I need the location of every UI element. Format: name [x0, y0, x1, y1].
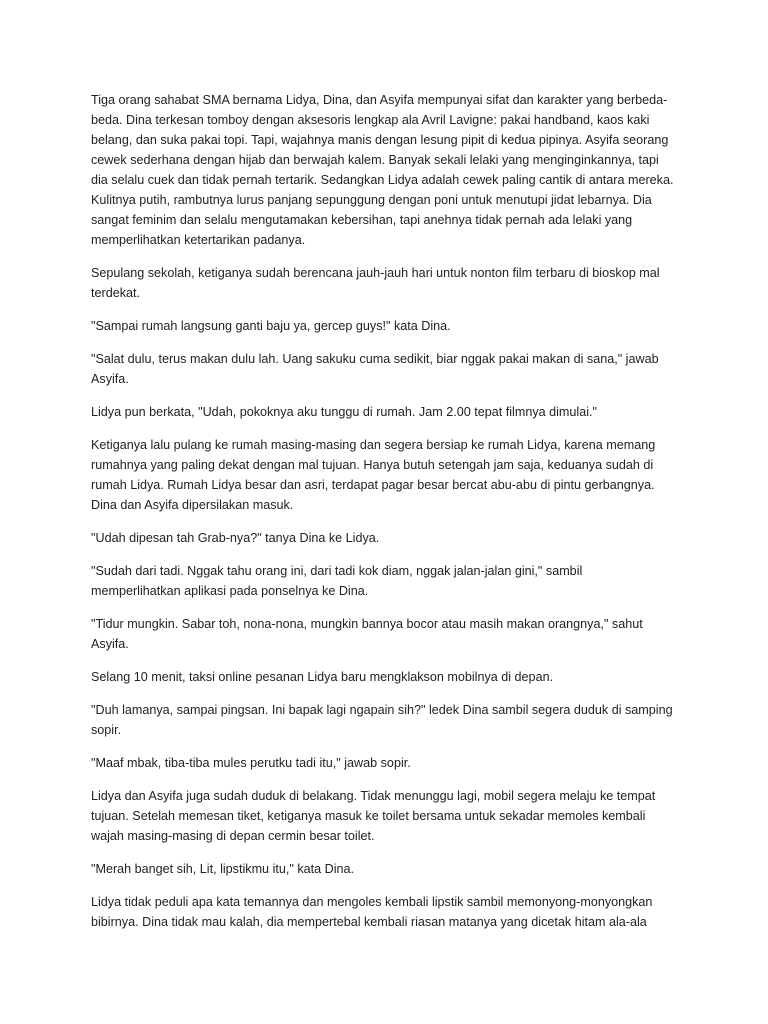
paragraph: "Tidur mungkin. Sabar toh, nona-nona, mungkin bannya bocor atau masih makan orangnya," sahut Asyifa. — [91, 617, 643, 651]
paragraph: Selang 10 menit, taksi online pesanan Lidya baru mengklakson mobilnya di depan. — [91, 670, 554, 684]
paragraph: "Maaf mbak, tiba-tiba mules perutku tadi itu," jawab sopir. — [91, 756, 411, 770]
paragraph: "Merah banget sih, Lit, lipstikmu itu," kata Dina. — [91, 862, 355, 876]
paragraph: "Duh lamanya, sampai pingsan. Ini bapak lagi ngapain sih?" ledek Dina sambil segera duduk di samping sopir. — [91, 703, 673, 737]
paragraph: "Salat dulu, terus makan dulu lah. Uang sakuku cuma sedikit, biar nggak pakai makan di sana," jawab Asyifa. — [91, 352, 659, 386]
paragraph: Lidya pun berkata, "Udah, pokoknya aku tunggu di rumah. Jam 2.00 tepat filmnya dimulai." — [91, 405, 597, 419]
paragraph: "Sampai rumah langsung ganti baju ya, gercep guys!" kata Dina. — [91, 319, 451, 333]
paragraph: Tiga orang sahabat SMA bernama Lidya, Dina, dan Asyifa mempunyai sifat dan karakter yang berbeda-beda. Dina terkesan tomboy dengan aksesoris lengkap ala Avril Lavigne: pakai handband, kaos kaki belang, dan suka pakai topi. Tapi, wajahnya manis dengan lesung pipit di kedua pipinya. Asyifa seorang cewek sederhana dengan hijab dan berwajah kalem. Banyak sekali lelaki yang menginginkannya, tapi dia selalu cuek dan tidak pernah tertarik. Sedangkan Lidya adalah cewek paling cantik di antara mereka. Kulitnya putih, rambutnya lurus panjang sepunggung dengan poni untuk menutupi jidat lebarnya. Dia sangat feminim dan selalu mengutamakan kebersihan, tapi anehnya tidak pernah ada lelaki yang memperlihatkan ketertarikan padanya. — [91, 93, 674, 247]
paragraph: Sepulang sekolah, ketiganya sudah berencana jauh-jauh hari untuk nonton film terbaru di bioskop mal terdekat. — [91, 266, 660, 300]
document-page — [91, 90, 675, 945]
paragraph: "Udah dipesan tah Grab-nya?" tanya Dina ke Lidya. — [91, 531, 380, 545]
paragraph: Lidya dan Asyifa juga sudah duduk di belakang. Tidak menunggu lagi, mobil segera melaju ke tempat tujuan. Setelah memesan tiket, ketiganya masuk ke toilet bersama untuk sekadar memoles kembali wajah masing-masing di depan cermin besar toilet. — [91, 789, 656, 843]
paragraph: Lidya tidak peduli apa kata temannya dan mengoles kembali lipstik sambil memonyong-monyongkan bibirnya. Dina tidak mau kalah, dia mempertebal kembali riasan matanya yang dicetak hitam ala-ala — [91, 895, 653, 929]
paragraph: Ketiganya lalu pulang ke rumah masing-masing dan segera bersiap ke rumah Lidya, karena memang rumahnya yang paling dekat dengan mal tujuan. Hanya butuh setengah jam saja, keduanya sudah di rumah Lidya. Rumah Lidya besar dan asri, terdapat pagar besar bercat abu-abu di pintu gerbangnya. Dina dan Asyifa dipersilakan masuk. — [91, 438, 656, 512]
paragraph: "Sudah dari tadi. Nggak tahu orang ini, dari tadi kok diam, nggak jalan-jalan gini," sambil memperlihatkan aplikasi pada ponselnya ke Dina. — [91, 564, 583, 598]
